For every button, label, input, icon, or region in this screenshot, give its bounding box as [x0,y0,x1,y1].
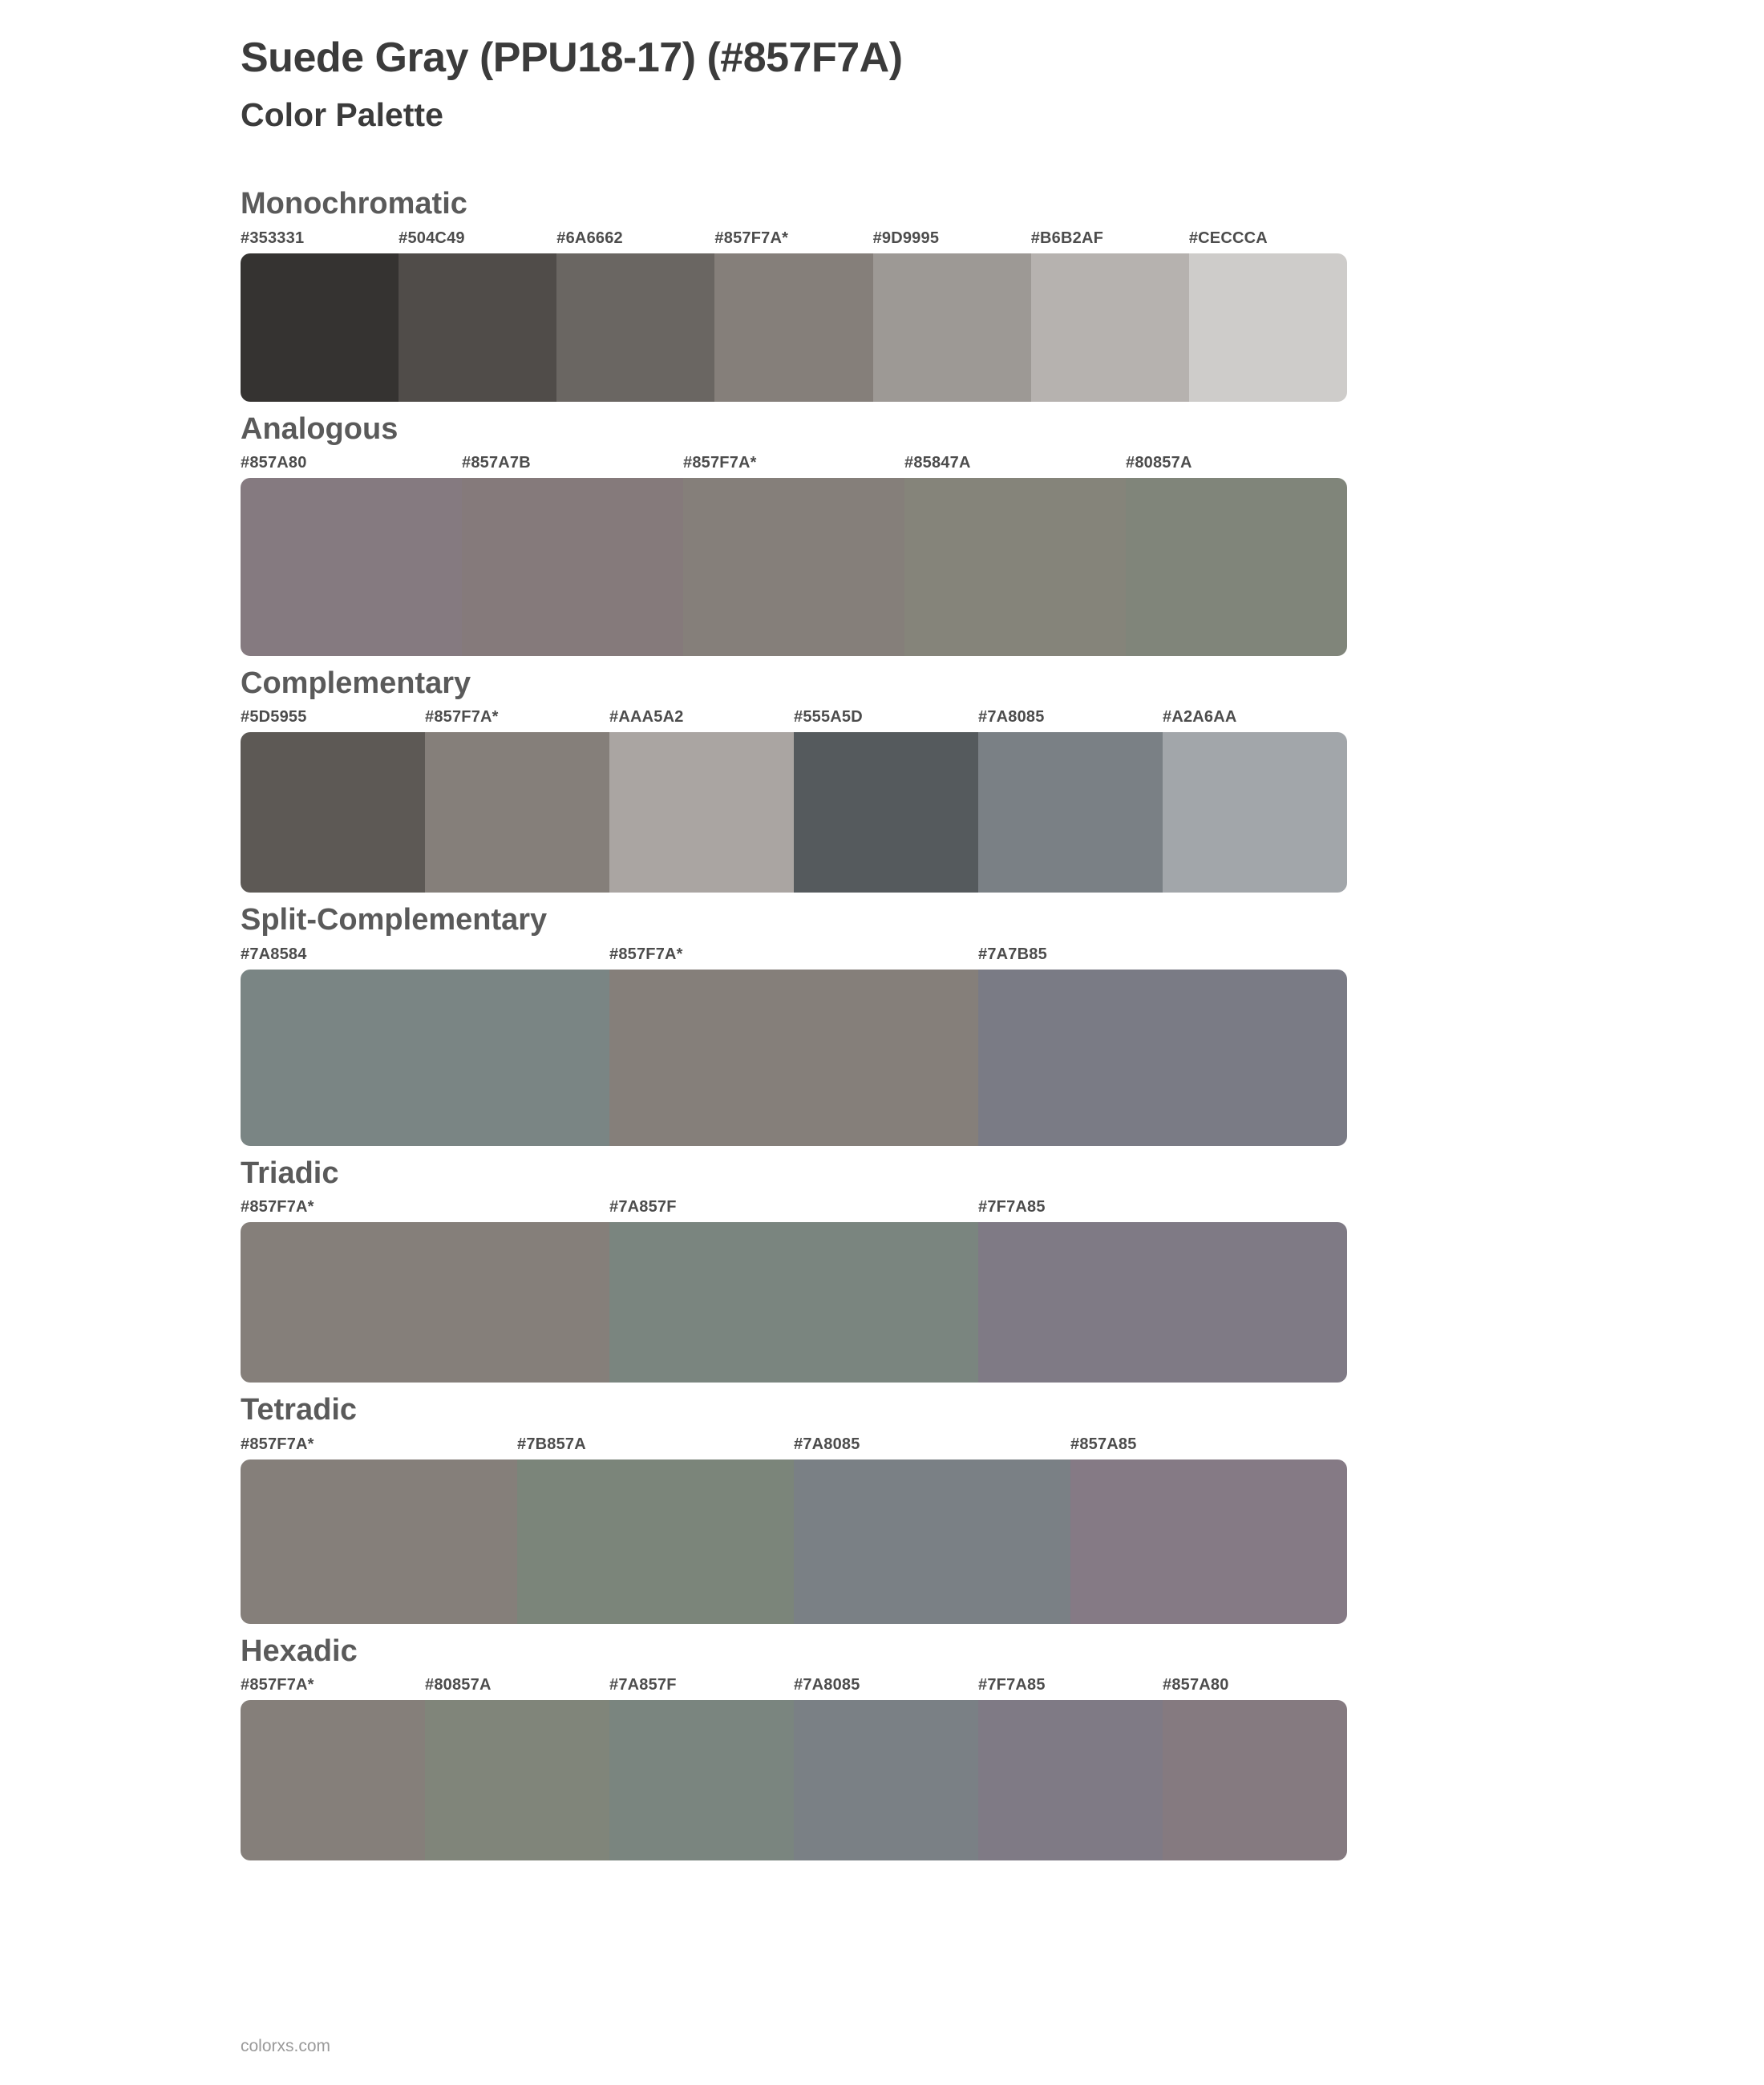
swatch-hex-label: #504C49 [399,229,465,247]
palette-section [0,901,1764,1145]
swatch-hex-label: #AAA5A2 [609,708,684,727]
page-title: Suede Gray (PPU18-17) (#857F7A) [241,34,903,81]
swatch-row [241,1435,1347,1624]
swatch-bar-row [241,253,1347,402]
color-swatch[interactable] [609,732,794,893]
color-swatch[interactable] [609,970,978,1146]
color-swatch[interactable] [794,1460,1070,1624]
swatch-hex-label: #857F7A* [609,945,683,963]
swatch-hex-label: #7A857F [609,1198,677,1217]
color-swatch[interactable] [794,1700,978,1860]
page-header [0,0,1764,135]
palette-section [0,410,1764,656]
swatch-row [241,229,1347,402]
swatch-bar-row [241,1460,1347,1624]
swatch-hex-label: #CECCCA [1188,229,1268,247]
color-swatch[interactable] [425,732,609,893]
color-swatch[interactable] [1031,253,1189,402]
swatch-label-row [241,454,1347,478]
swatch-hex-label: #7A857F [609,1675,677,1694]
swatch-row [241,945,1347,1146]
color-swatch[interactable] [978,1700,1163,1860]
palette-section [0,1154,1764,1383]
swatch-row [241,1198,1347,1383]
swatch-bar-row [241,1700,1347,1860]
color-swatch[interactable] [241,253,399,402]
color-swatch[interactable] [556,253,714,402]
swatch-hex-label: #857A80 [1163,1675,1229,1694]
swatch-hex-label: #85847A [904,453,971,472]
color-swatch[interactable] [425,1700,609,1860]
color-swatch[interactable] [978,732,1163,893]
palette-section [0,1632,1764,1860]
swatch-row [241,454,1347,656]
swatch-hex-label: #857A80 [241,453,307,472]
color-swatch[interactable] [978,970,1347,1146]
palette-section [0,664,1764,893]
swatch-hex-label: #7A8584 [241,945,307,963]
color-swatch[interactable] [241,970,609,1146]
swatch-bar-row [241,1222,1347,1383]
swatch-hex-label: #80857A [1126,453,1192,472]
color-swatch[interactable] [1070,1460,1347,1624]
color-swatch[interactable] [1163,732,1347,893]
swatch-bar-row [241,478,1347,656]
swatch-hex-label: #857F7A* [425,708,499,727]
color-swatch[interactable] [873,253,1031,402]
swatch-row [241,708,1347,893]
swatch-label-row [241,945,1347,970]
swatch-hex-label: #6A6662 [556,229,623,247]
color-swatch[interactable] [399,253,556,402]
swatch-row [241,1676,1347,1860]
color-swatch[interactable] [517,1460,794,1624]
swatch-label-row [241,229,1347,253]
swatch-hex-label: #7A8085 [978,708,1045,727]
color-swatch[interactable] [1189,253,1347,402]
swatch-hex-label: #353331 [241,229,305,247]
color-swatch[interactable] [241,1222,609,1383]
swatch-hex-label: #857F7A* [241,1198,314,1217]
color-swatch[interactable] [714,253,872,402]
swatch-hex-label: #7A8085 [794,1675,860,1694]
swatch-label-row [241,1435,1347,1460]
section-title: Monochromatic [241,187,467,221]
swatch-label-row [241,1676,1347,1700]
section-title: Analogous [241,411,399,446]
color-swatch[interactable] [683,478,904,656]
color-swatch[interactable] [241,478,462,656]
swatch-hex-label: #9D9995 [872,229,940,247]
swatch-label-row [241,708,1347,732]
swatch-hex-label: #7F7A85 [978,1675,1046,1694]
site-credit: colorxs.com [241,2037,331,2055]
swatch-hex-label: #857F7A* [714,229,789,247]
color-swatch[interactable] [1163,1700,1347,1860]
section-title: Hexadic [241,1634,358,1668]
color-swatch[interactable] [1126,478,1347,656]
swatch-hex-label: #857F7A* [241,1435,314,1453]
color-swatch[interactable] [241,732,425,893]
swatch-hex-label: #5D5955 [241,708,307,727]
swatch-label-row [241,1198,1347,1222]
swatch-bar-row [241,732,1347,893]
palette-section [0,184,1764,401]
color-swatch[interactable] [241,1700,425,1860]
section-title: Tetradic [241,1393,358,1427]
page-subtitle: Color Palette [241,96,443,133]
swatch-hex-label: #857A85 [1070,1435,1137,1453]
section-title: Complementary [241,666,471,700]
swatch-hex-label: #7F7A85 [978,1198,1046,1217]
section-title: Triadic [241,1156,339,1190]
swatch-hex-label: #B6B2AF [1030,229,1104,247]
swatch-bar-row [241,970,1347,1146]
swatch-hex-label: #A2A6AA [1163,708,1237,727]
color-swatch[interactable] [978,1222,1347,1383]
swatch-hex-label: #857F7A* [683,453,757,472]
section-title: Split-Complementary [241,903,548,937]
color-swatch[interactable] [794,732,978,893]
color-swatch[interactable] [462,478,683,656]
color-swatch[interactable] [241,1460,517,1624]
color-swatch[interactable] [609,1222,978,1383]
swatch-hex-label: #857A7B [462,453,531,472]
swatch-hex-label: #555A5D [794,708,863,727]
swatch-hex-label: #857F7A* [241,1675,314,1694]
color-swatch[interactable] [904,478,1126,656]
palette-section [0,1391,1764,1623]
color-swatch[interactable] [609,1700,794,1860]
palette-sections [0,184,1764,1860]
swatch-hex-label: #80857A [425,1675,492,1694]
swatch-hex-label: #7B857A [517,1435,586,1453]
swatch-hex-label: #7A7B85 [978,945,1047,963]
swatch-hex-label: #7A8085 [794,1435,860,1453]
